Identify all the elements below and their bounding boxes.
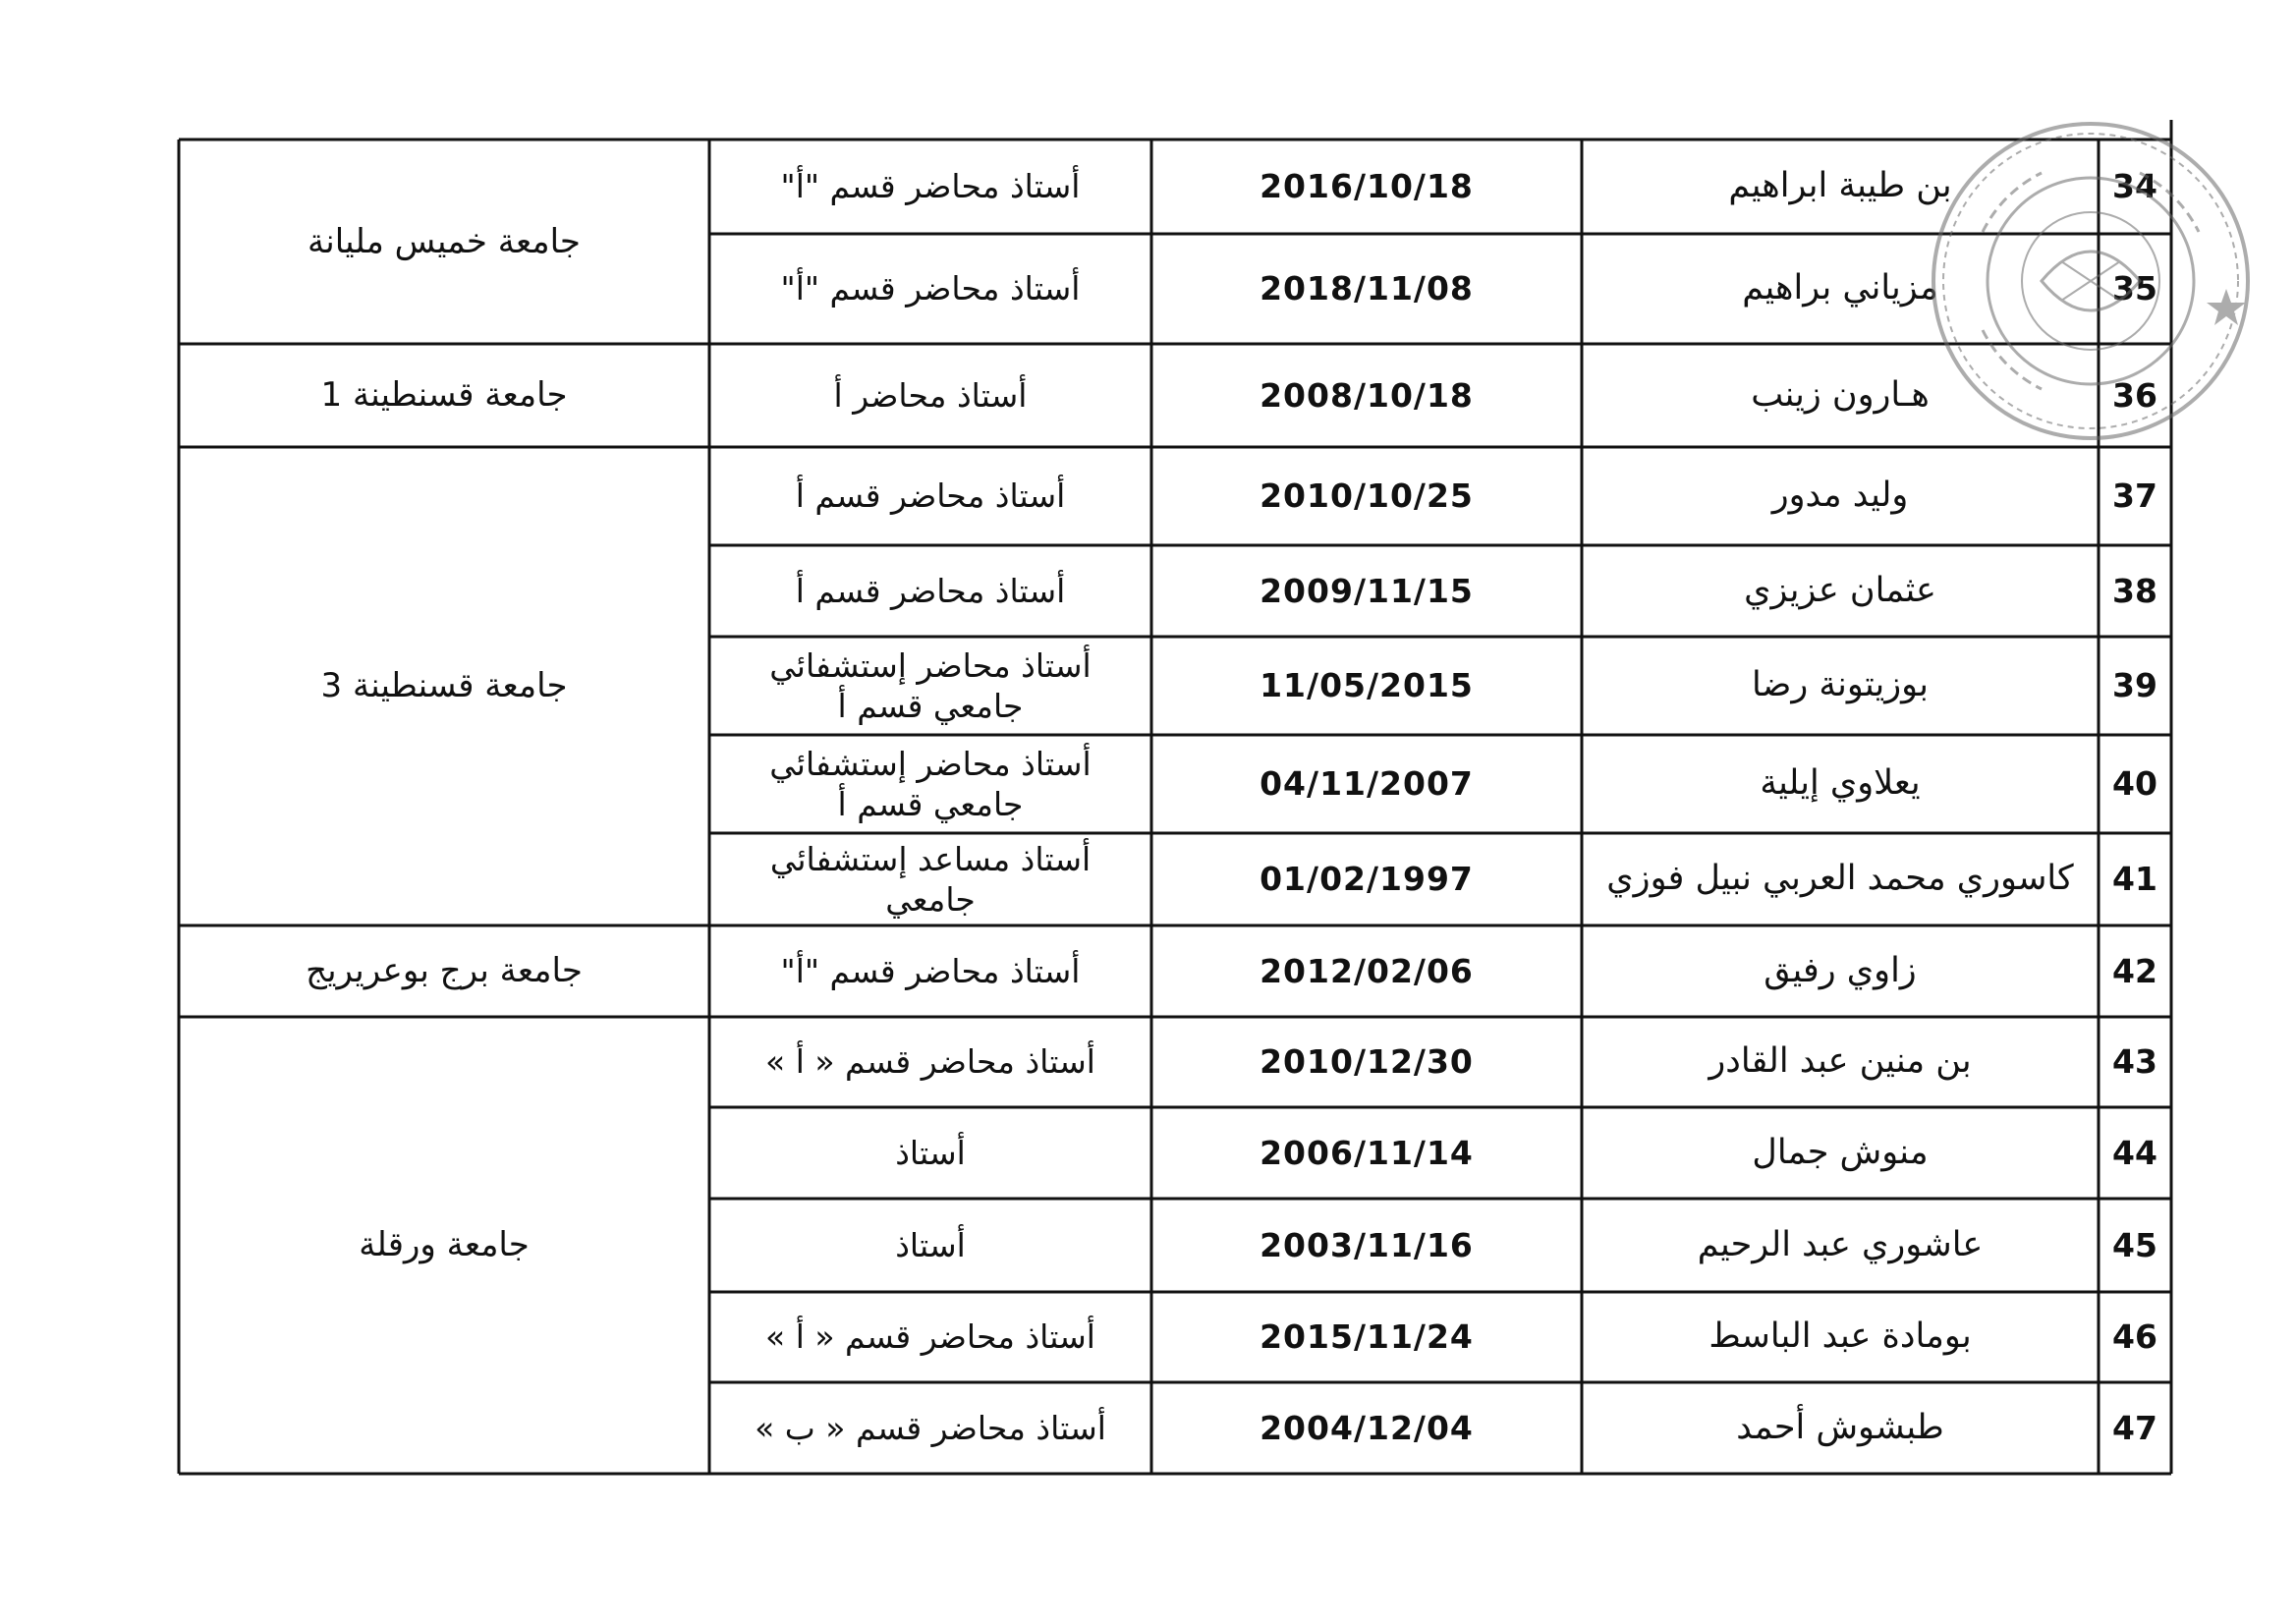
university-name: جامعة قسنطينة 3 [320, 666, 568, 706]
appointment-date: 11/05/2015 [1260, 666, 1474, 705]
university-name: جامعة برج بوعريريج [306, 951, 583, 991]
academic-grade: أستاذ محاضر أ [833, 375, 1028, 415]
row-number: 47 [2112, 1408, 2157, 1447]
staff-name: طبشوش أحمد [1736, 1407, 1944, 1447]
appointment-date: 2003/11/16 [1260, 1225, 1474, 1264]
row-number: 36 [2112, 375, 2157, 415]
row-number: 42 [2112, 951, 2157, 990]
row-number: 40 [2112, 764, 2157, 804]
row-number: 38 [2112, 571, 2157, 610]
academic-grade: أستاذ محاضر قسم "أ" [780, 167, 1081, 206]
appointment-date: 2016/10/18 [1260, 167, 1474, 206]
staff-name: بن طيبة ابراهيم [1728, 166, 1952, 206]
staff-name: وليد مدور [1771, 476, 1909, 516]
university-name: جامعة ورقلة [359, 1225, 530, 1265]
row-number: 43 [2112, 1042, 2157, 1082]
row-number: 34 [2112, 167, 2157, 206]
academic-grade: أستاذ محاضر قسم « أ » [765, 1042, 1095, 1082]
row-number: 39 [2112, 666, 2157, 705]
appointment-date: 2010/12/30 [1260, 1042, 1474, 1082]
staff-name: يعلاوي إيلية [1760, 763, 1921, 804]
staff-name: بن منين عبد القادر [1708, 1041, 1972, 1082]
appointment-date: 2012/02/06 [1260, 951, 1474, 990]
appointment-date: 01/02/1997 [1260, 860, 1474, 899]
row-number: 45 [2112, 1225, 2157, 1264]
academic-grade: أستاذ محاضر قسم أ [795, 571, 1066, 610]
staff-name: زاوي رفيق [1764, 950, 1917, 990]
appointment-date: 2009/11/15 [1260, 571, 1474, 610]
appointment-date: 04/11/2007 [1260, 764, 1474, 804]
staff-name: منوش جمال [1752, 1132, 1929, 1172]
staff-name: عثمان عزيزي [1744, 570, 1936, 610]
staff-name: بومادة عبد الباسط [1708, 1316, 1972, 1357]
staff-name: عاشوري عبد الرحيم [1697, 1224, 1984, 1264]
appointment-date: 2004/12/04 [1260, 1408, 1474, 1447]
academic-grade: أستاذ محاضر قسم أ [795, 476, 1066, 516]
staff-name: هـارون زينب [1751, 374, 1930, 415]
university-name: جامعة قسنطينة 1 [320, 375, 568, 416]
official-seal-icon [1924, 114, 2258, 448]
appointment-date: 2008/10/18 [1260, 375, 1474, 415]
academic-grade: أستاذ [895, 1225, 966, 1264]
staff-name: بوزيتونة رضا [1751, 665, 1930, 705]
appointment-date: 2018/11/08 [1260, 269, 1474, 308]
row-number: 41 [2112, 860, 2157, 899]
academic-grade: أستاذ مساعد إستشفائي جامعي [769, 839, 1092, 919]
academic-grade: أستاذ محاضر قسم "أ" [780, 269, 1081, 308]
academic-grade: أستاذ محاضر إستشفائي جامعي قسم أ [769, 645, 1092, 725]
row-number: 35 [2112, 269, 2157, 308]
academic-grade: أستاذ محاضر قسم "أ" [780, 951, 1081, 990]
staff-name: مزياني براهيم [1742, 268, 1938, 308]
row-number: 46 [2112, 1317, 2157, 1357]
appointment-date: 2015/11/24 [1260, 1317, 1474, 1357]
academic-grade: أستاذ [895, 1133, 966, 1172]
row-number: 44 [2112, 1133, 2157, 1172]
academic-grade: أستاذ محاضر قسم « أ » [765, 1317, 1095, 1357]
appointment-date: 2006/11/14 [1260, 1133, 1474, 1172]
academic-grade: أستاذ محاضر إستشفائي جامعي قسم أ [769, 744, 1092, 823]
academic-grade: أستاذ محاضر قسم « ب » [755, 1408, 1106, 1447]
staff-name: كاسوري محمد العربي نبيل فوزي [1606, 859, 2074, 899]
row-number: 37 [2112, 476, 2157, 516]
university-name: جامعة خميس مليانة [308, 221, 581, 261]
appointment-date: 2010/10/25 [1260, 476, 1474, 516]
